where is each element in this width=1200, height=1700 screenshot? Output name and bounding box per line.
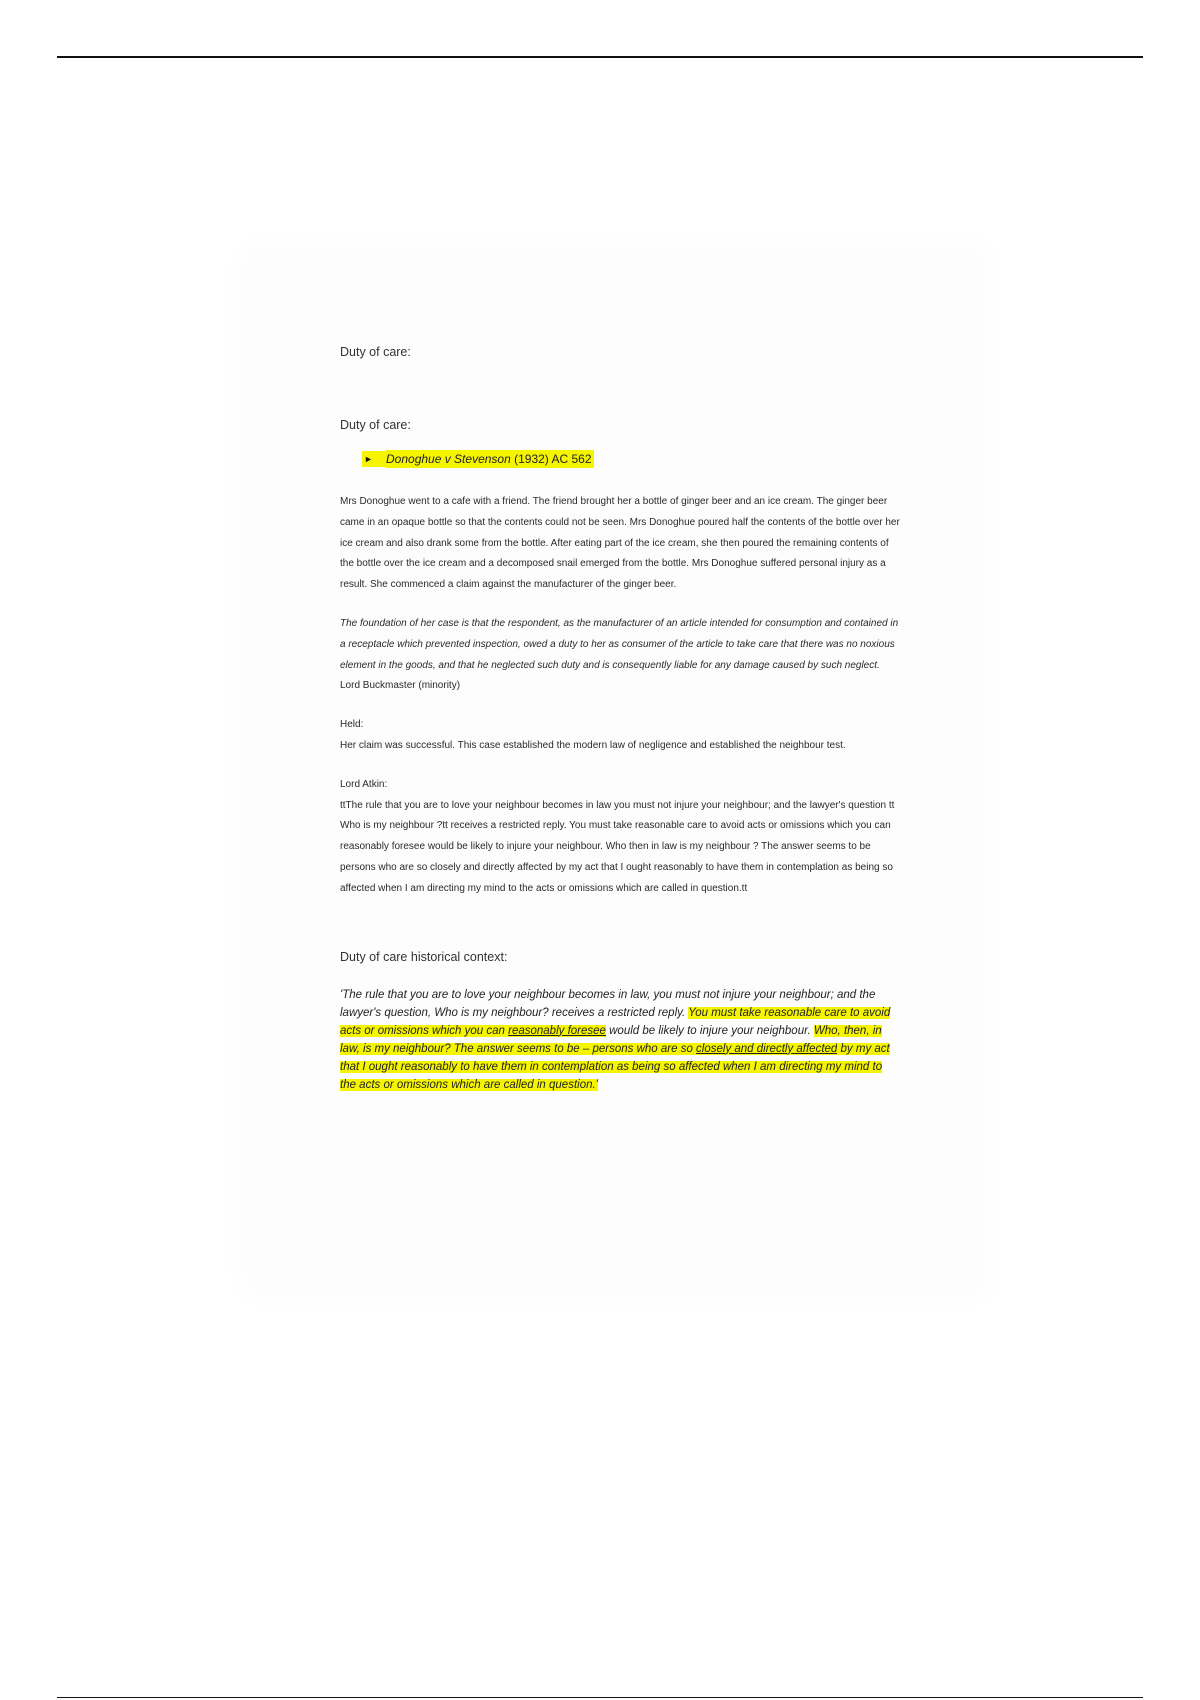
quote-part-highlight-underline: reasonably foresee [508,1024,606,1037]
case-citation [386,450,594,468]
minority-attribution: Lord Buckmaster (minority) [340,680,461,692]
quote-part-highlight: You must take reasonable care to avoid acts or omissions which you can [340,1006,891,1037]
atkin-quote: ttThe rule that you are to love your neighbour becomes in law you must not injure your neighbour; and the lawyer's question tt Who is my neighbour ?tt receives a restricted reply. You must take reasonable care to avoid acts or omissions which you can reasonably foresee would be likely to injure your neighbour. Who then in law is my neighbour ? The answer seems to be persons who are so closely and directly affected by my act that I ought reasonably to have them in contemplation as being so affected when I am directing my mind to the acts or omissions which are called in question.tt [340,799,895,894]
bottom-rule [57,1697,1143,1698]
case-facts: Mrs Donoghue went to a cafe with a friend. The friend brought her a bottle of ginger beer and an ice cream. The ginger beer came in an opaque bottle so that the contents could not be seen. Mrs Donoghue poured half the contents of the bottle over her ice cream and also drank some from the bottle. After eating part of the ice cream, she then poured the remaining contents of the bottle over the ice cream and a decomposed snail emerged from the bottle. Mrs Donoghue suffered personal injury as a result. She commenced a claim against the manufacturer of the ginger beer. [340,496,900,591]
quote-part-highlight: by my act that I ought reasonably to have them in contemplation as being so affected when I am directing my mind to the acts or omissions which are called in question.' [340,1042,890,1091]
quote-part-highlight: Who, then, in law, is my neighbour? The answer seems to be – persons who are so [340,1024,882,1055]
quote-part-plain: 'The rule that you are to love your neighbour becomes in law, you must not injure your neighbour; and the lawyer's question, Who is my neighbour? receives a restricted reply. [340,988,876,1019]
heading-duty-of-care-2: Duty of care: [340,418,411,432]
atkin-label: Lord Atkin: [340,778,388,790]
case-year-report: (1932) AC 562 [514,452,592,466]
heading-duty-of-care-1: Duty of care: [340,345,411,359]
minority-quote: The foundation of her case is that the respondent, as the manufacturer of an article intended for consumption and contained in a receptacle which prevented inspection, owed a duty to her as consumer of the article to take care that there was no noxious element in the goods, and that he neglected such duty and is consequently liable for any damage caused by such neglect. [340,617,899,671]
held-label: Held: [340,719,364,731]
triangle-bullet-icon: ► [362,451,386,467]
top-rule [57,56,1143,58]
case-reference [362,450,900,468]
quote-part-highlight-underline: closely and directly affected [696,1042,838,1055]
case-name: Donoghue v Stevenson [386,452,511,466]
document-content [340,345,900,1094]
held-text: Her claim was successful. This case established the modern law of negligence and established the neighbour test. [340,739,846,751]
quote-part-plain: would be likely to injure your neighbour. [605,1024,814,1037]
heading-historical-context: Duty of care historical context: [340,949,508,964]
context-quote [340,986,900,1094]
